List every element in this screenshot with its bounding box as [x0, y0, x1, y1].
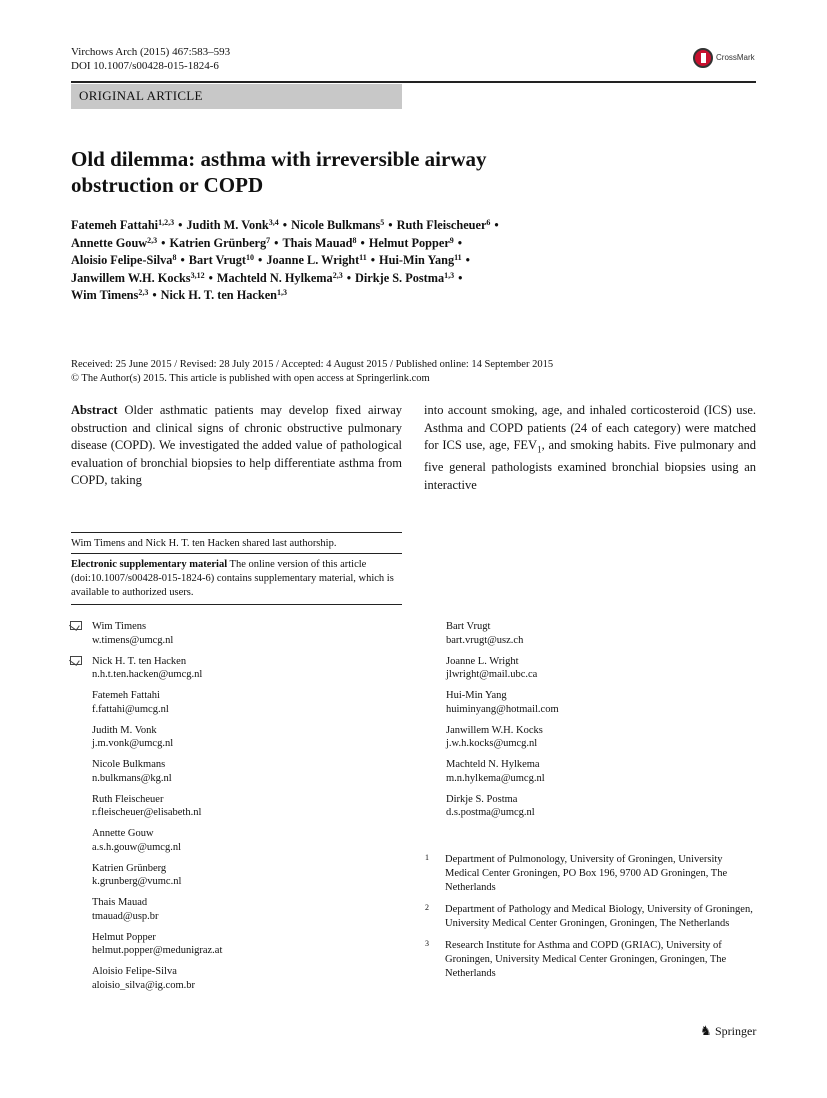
envelope-icon — [70, 621, 82, 630]
author-separator: • — [258, 253, 263, 267]
springer-logo — [700, 1022, 760, 1040]
springer-horse-icon: ♞ — [700, 1024, 712, 1039]
author-affiliation-marker: 7 — [266, 235, 271, 245]
contact-name: Helmut Popper — [92, 931, 156, 943]
publisher-name: Springer — [715, 1024, 757, 1038]
contact-entry — [92, 758, 392, 785]
abstract-subscript: 1 — [537, 444, 542, 455]
author-name[interactable]: Wim Timens — [71, 288, 139, 302]
contact-email[interactable]: jlwright@mail.ubc.ca — [446, 669, 538, 680]
contact-entry — [446, 724, 746, 751]
author-name[interactable]: Bart Vrugt — [188, 253, 247, 267]
affiliation-item — [425, 939, 755, 981]
contact-name: Nicole Bulkmans — [92, 759, 166, 770]
contact-name: Wim Timens — [92, 621, 147, 632]
contact-name: Judith M. Vonk — [92, 724, 157, 736]
affiliation-number: 3 — [425, 939, 429, 948]
contact-entry — [92, 620, 392, 647]
author-name[interactable]: Aloisio Felipe-Silva — [71, 253, 173, 267]
author-separator: • — [180, 253, 185, 267]
article-title — [71, 146, 591, 198]
author-separator: • — [274, 235, 279, 250]
contact-name: Thais Mauad — [92, 897, 148, 908]
author-affiliation-marker: 3,12 — [190, 270, 205, 280]
author-affiliation-marker: 9 — [449, 235, 454, 245]
author-affiliation-marker: 10 — [246, 253, 255, 262]
affiliation-number: 1 — [425, 853, 429, 862]
author-separator: • — [388, 218, 393, 232]
contact-entry — [92, 896, 392, 923]
author-name[interactable]: Nick H. T. ten Hacken — [160, 288, 277, 302]
author-separator: • — [465, 253, 470, 267]
author-separator: • — [346, 270, 351, 285]
contact-entry — [446, 793, 746, 820]
contact-email[interactable]: huiminyang@hotmail.com — [446, 703, 559, 715]
contact-email[interactable]: n.h.t.ten.hacken@umcg.nl — [92, 669, 203, 680]
affiliation-text: Department of Pulmonology, University of Groningen, University Medical Center Groningen, PO Box 196, 9700 AD Groningen, The Netherlands — [445, 854, 728, 893]
contact-name: Hui-Min Yang — [446, 690, 507, 701]
contact-name: Bart Vrugt — [446, 621, 491, 632]
author-affiliation-marker: 2,3 — [138, 288, 149, 297]
author-separator: • — [458, 270, 463, 285]
author-affiliation-marker: 1,3 — [277, 288, 287, 297]
notes-rule-top — [71, 532, 402, 533]
author-affiliation-marker: 2,3 — [332, 270, 343, 280]
contact-name: Annette Gouw — [92, 828, 154, 839]
contact-name: Joanne L. Wright — [446, 655, 519, 667]
abstract-heading: Abstract — [71, 403, 118, 417]
contact-entry — [446, 620, 746, 647]
contact-email[interactable]: a.s.h.gouw@umcg.nl — [92, 841, 181, 853]
copyright-line: © The Author(s) 2015. This article is published with open access at Springerlink.com — [71, 372, 430, 384]
author-affiliation-marker: 11 — [454, 253, 462, 262]
contact-name: Fatemeh Fattahi — [92, 690, 160, 701]
author-name[interactable]: Joanne L. Wright — [266, 253, 360, 267]
contact-email[interactable]: w.timens@umcg.nl — [92, 634, 174, 646]
author-name[interactable]: Janwillem W.H. Kocks — [71, 270, 191, 285]
contact-entry — [92, 965, 392, 992]
contact-entry — [446, 689, 746, 716]
affiliation-text: Department of Pathology and Medical Biology, University of Groningen, University Medical Center Groningen, Groningen, The Netherlands — [445, 904, 753, 929]
author-name[interactable]: Fatemeh Fattahi — [71, 218, 159, 232]
contact-entry — [92, 931, 392, 958]
author-name[interactable]: Hui-Min Yang — [379, 253, 455, 267]
title-line-2: obstruction or COPD — [71, 173, 264, 197]
affiliation-item — [425, 853, 755, 895]
crossmark-icon — [693, 48, 713, 68]
contact-name: Dirkje S. Postma — [446, 793, 518, 805]
author-affiliation-marker: 5 — [380, 218, 385, 227]
contacts-right-column — [446, 620, 746, 827]
contact-name: Ruth Fleischeuer — [92, 793, 164, 805]
affiliation-item — [425, 903, 755, 931]
contact-entry — [446, 758, 746, 785]
contact-email[interactable]: j.w.h.kocks@umcg.nl — [446, 738, 538, 749]
contact-email[interactable]: f.fattahi@umcg.nl — [92, 703, 169, 715]
author-affiliation-marker: 8 — [172, 253, 177, 262]
esm-text: The online version of this article (doi:10.1007/s00428-015-1824-6) contains supplementary material, which is available to authorized users. — [71, 559, 394, 598]
author-separator: • — [178, 218, 183, 232]
contact-entry — [446, 655, 746, 682]
doi-line[interactable]: DOI 10.1007/s00428-015-1824-6 — [71, 60, 219, 72]
esm-heading: Electronic supplementary material — [71, 559, 228, 570]
contact-email[interactable]: tmauad@usp.br — [92, 910, 159, 922]
author-affiliation-marker: 8 — [352, 235, 357, 245]
author-affiliation-marker: 2,3 — [147, 235, 158, 245]
notes-rule-middle — [71, 553, 402, 554]
author-separator: • — [152, 288, 157, 302]
contact-entry — [92, 655, 392, 682]
contact-email[interactable]: k.grunberg@vumc.nl — [92, 876, 182, 887]
author-separator: • — [161, 235, 166, 250]
shared-authorship-note: Wim Timens and Nick H. T. ten Hacken shared last authorship. — [71, 538, 337, 549]
author-affiliation-marker: 11 — [359, 253, 367, 262]
contact-email[interactable]: n.bulkmans@kg.nl — [92, 772, 172, 784]
abstract-right-column — [424, 402, 756, 494]
author-name[interactable]: Dirkje S. Postma — [355, 270, 445, 285]
article-type-band — [71, 84, 402, 109]
contact-name: Aloisio Felipe-Silva — [92, 966, 177, 977]
article-type-label: ORIGINAL ARTICLE — [79, 88, 203, 103]
contact-name: Janwillem W.H. Kocks — [446, 724, 543, 736]
abstract-left-column — [71, 402, 402, 490]
author-list — [71, 217, 631, 305]
author-separator: • — [282, 218, 288, 232]
author-separator: • — [370, 253, 376, 267]
contact-email[interactable]: r.fleischeuer@elisabeth.nl — [92, 807, 202, 818]
crossmark-badge[interactable] — [693, 46, 755, 72]
author-separator: • — [494, 218, 499, 232]
contact-email[interactable]: helmut.popper@medunigraz.at — [92, 945, 223, 956]
contact-email[interactable]: d.s.postma@umcg.nl — [446, 807, 535, 818]
title-line-1: Old dilemma: asthma with irreversible airway — [71, 147, 487, 171]
author-name[interactable]: Machteld N. Hylkema — [216, 270, 333, 285]
contact-email[interactable]: m.n.hylkema@umcg.nl — [446, 772, 545, 784]
affiliation-number: 2 — [425, 903, 429, 912]
journal-citation — [71, 45, 230, 73]
contacts-left-column — [92, 620, 392, 1000]
contact-name: Nick H. T. ten Hacken — [92, 655, 187, 667]
contact-name: Machteld N. Hylkema — [446, 759, 540, 770]
contact-email[interactable]: aloisio_silva@ig.com.br — [92, 979, 195, 991]
envelope-icon — [70, 656, 82, 665]
author-name[interactable]: Nicole Bulkmans — [291, 218, 381, 232]
contact-entry — [92, 862, 392, 889]
author-separator: • — [457, 235, 463, 250]
author-separator: • — [208, 270, 213, 285]
abstract-text-left: Older asthmatic patients may develop fixed airway obstruction and clinical signs of chronic obstructive pulmonary disease (COPD). We investigated the added value of pathological evaluation of bronchial biopsies to help differentiate asthma from COPD, taking — [71, 403, 402, 487]
contact-entry — [92, 793, 392, 820]
contact-entry — [92, 827, 392, 854]
affiliation-text: Research Institute for Asthma and COPD (GRIAC), University of Groningen, University Medical Center Groningen, Groningen, The Netherlands — [445, 940, 727, 979]
contact-email[interactable]: bart.vrugt@usz.ch — [446, 634, 524, 646]
publication-dates — [71, 358, 553, 385]
esm-note — [71, 558, 402, 600]
author-name[interactable]: Annette Gouw — [71, 235, 148, 250]
header-rule — [71, 81, 756, 83]
abstract-text-right-2: , and smoking habits. Five pulmonary and five general pathologists examined bronchial biopsies using an interactive — [424, 438, 756, 492]
author-name[interactable]: Helmut Popper — [368, 235, 450, 250]
crossmark-label: CrossMark — [716, 53, 755, 62]
author-affiliation-marker: 1,3 — [444, 270, 455, 280]
abstract-text-right-1: into account smoking, age, and inhaled corticosteroid (ICS) use. Asthma and COPD patients (24 of each category) were matched for ICS use, age, FEV — [424, 403, 756, 452]
author-affiliation-marker: 6 — [486, 218, 491, 227]
contact-entry — [92, 689, 392, 716]
journal-line: Virchows Arch (2015) 467:583–593 — [71, 46, 231, 58]
author-affiliation-marker: 1,2,3 — [158, 218, 175, 227]
dates-line: Received: 25 June 2015 / Revised: 28 July 2015 / Accepted: 4 August 2015 / Published online: 14 September 2015 — [71, 359, 554, 370]
author-name[interactable]: Katrien Grünberg — [169, 235, 267, 250]
author-name[interactable]: Thais Mauad — [282, 235, 353, 250]
author-name[interactable]: Ruth Fleischeuer — [396, 218, 487, 232]
author-separator: • — [360, 235, 365, 250]
author-affiliation-marker: 3,4 — [268, 218, 279, 227]
affiliations-list — [425, 853, 755, 989]
contact-entry — [92, 724, 392, 751]
author-name[interactable]: Judith M. Vonk — [186, 218, 269, 232]
notes-rule-bottom — [71, 604, 402, 605]
contact-name: Katrien Grünberg — [92, 862, 167, 874]
contact-email[interactable]: j.m.vonk@umcg.nl — [92, 738, 174, 749]
